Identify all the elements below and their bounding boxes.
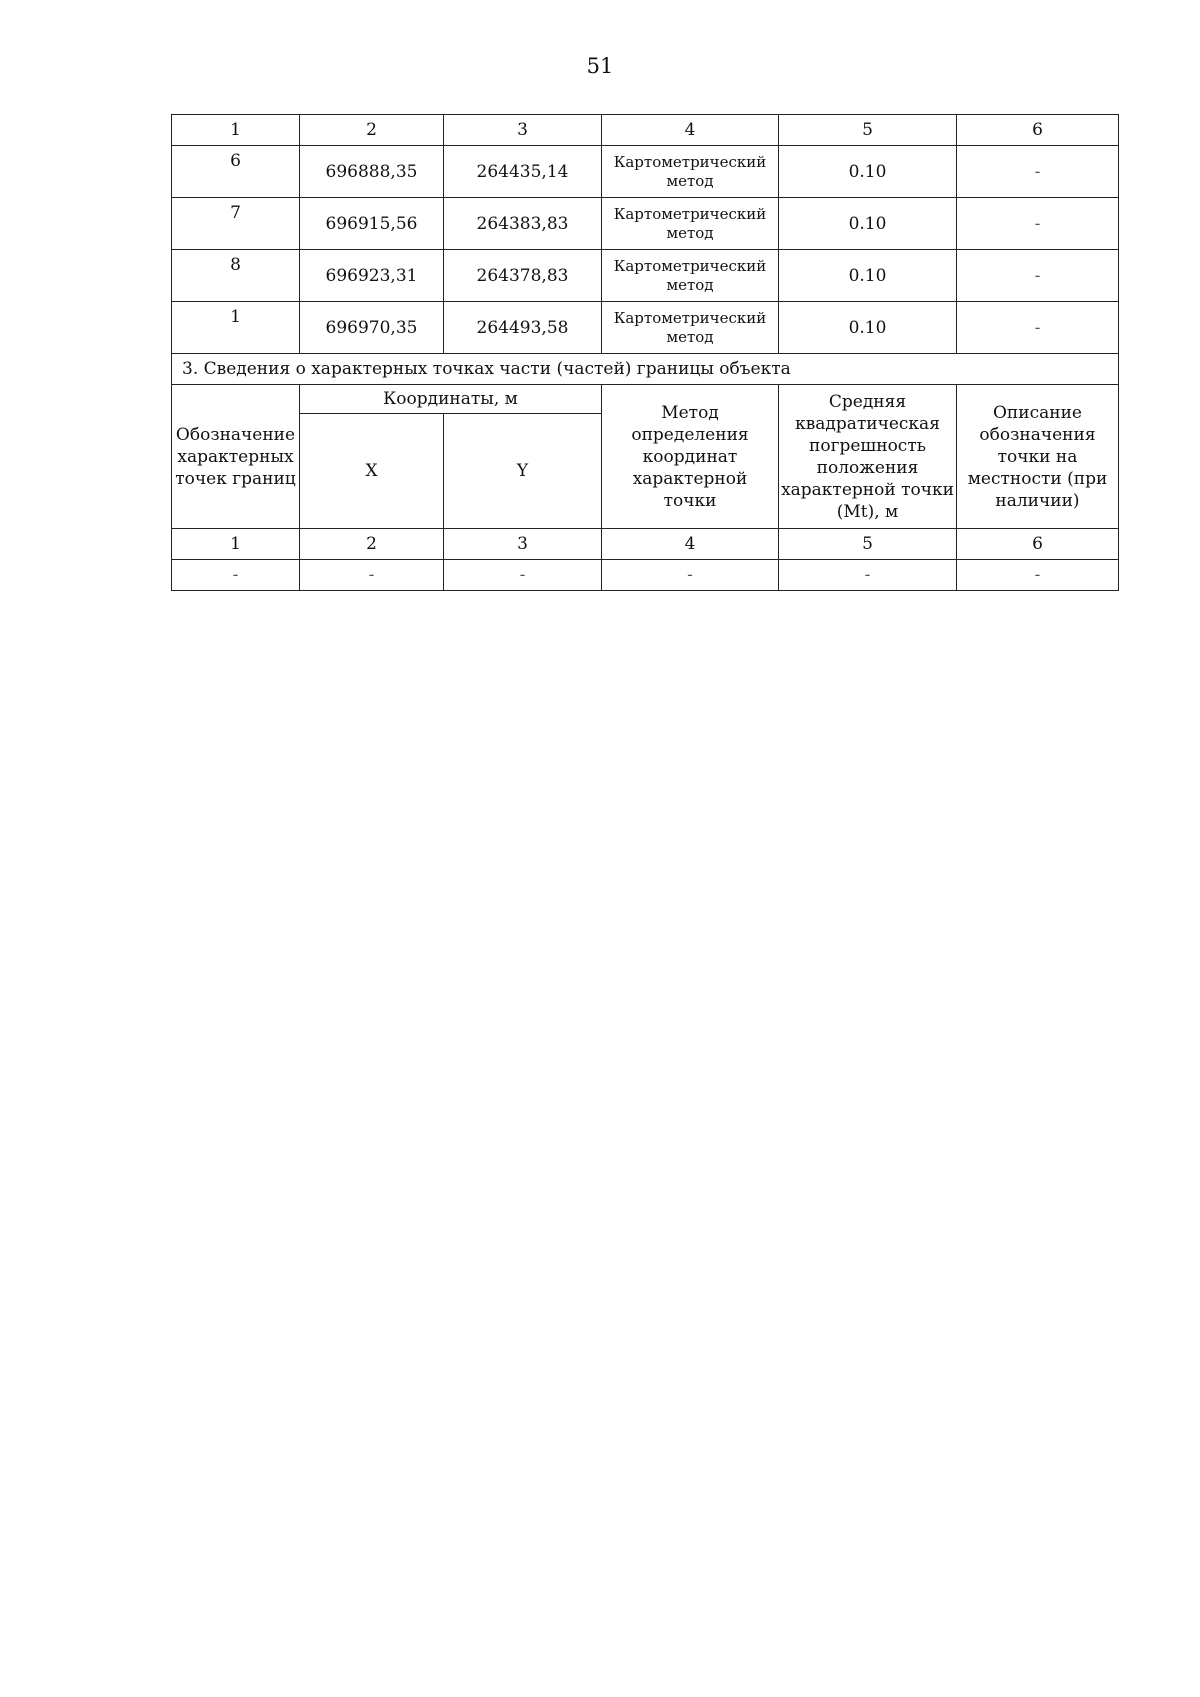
coordinate-x: 696923,31 xyxy=(300,250,444,302)
description-value: - xyxy=(957,146,1119,198)
description-value: - xyxy=(957,198,1119,250)
column-number: 1 xyxy=(172,529,300,560)
column-number: 5 xyxy=(779,529,957,560)
method-line-1: Картометрический xyxy=(613,256,767,275)
table-row xyxy=(172,146,1119,198)
column-number: 5 xyxy=(779,115,957,146)
column-number: 6 xyxy=(957,115,1119,146)
table-row xyxy=(172,250,1119,302)
coordinate-y: 264435,14 xyxy=(444,146,602,198)
method-line-2: метод xyxy=(666,327,714,346)
column-number-row xyxy=(172,115,1119,146)
empty-cell: - xyxy=(957,560,1119,591)
column-number: 4 xyxy=(602,115,779,146)
coordinate-x: 696970,35 xyxy=(300,302,444,354)
header-y: Y xyxy=(444,414,602,529)
column-number: 6 xyxy=(957,529,1119,560)
point-designation: 6 xyxy=(172,146,300,198)
coordinate-y: 264378,83 xyxy=(444,250,602,302)
method-line-1: Картометрический xyxy=(613,152,767,171)
coordinate-y: 264383,83 xyxy=(444,198,602,250)
table-row xyxy=(172,302,1119,354)
header-designation: Обозначение характерных точек границ xyxy=(172,385,300,529)
column-number: 4 xyxy=(602,529,779,560)
method-cell xyxy=(602,146,779,198)
method-line-2: метод xyxy=(666,275,714,294)
header-coordinates: Координаты, м xyxy=(300,385,602,414)
column-number: 1 xyxy=(172,115,300,146)
description-value: - xyxy=(957,250,1119,302)
method-line-1: Картометрический xyxy=(613,204,767,223)
column-number: 2 xyxy=(300,115,444,146)
point-designation: 8 xyxy=(172,250,300,302)
method-cell xyxy=(602,198,779,250)
section-title: 3. Сведения о характерных точках части (частей) границы объекта xyxy=(172,354,1119,385)
page-number: 51 xyxy=(586,54,614,78)
coordinates-table xyxy=(171,114,1119,591)
method-cell xyxy=(602,250,779,302)
header-description: Описание обозначения точки на местности (при наличии) xyxy=(957,385,1119,529)
empty-cell: - xyxy=(779,560,957,591)
coordinate-x: 696915,56 xyxy=(300,198,444,250)
coordinate-y: 264493,58 xyxy=(444,302,602,354)
accuracy-value: 0.10 xyxy=(779,250,957,302)
accuracy-value: 0.10 xyxy=(779,146,957,198)
point-designation: 7 xyxy=(172,198,300,250)
header-method: Метод определения координат характерной точки xyxy=(602,385,779,529)
empty-cell: - xyxy=(444,560,602,591)
column-number: 2 xyxy=(300,529,444,560)
table-row xyxy=(172,560,1119,591)
coordinate-x: 696888,35 xyxy=(300,146,444,198)
method-line-2: метод xyxy=(666,171,714,190)
empty-cell: - xyxy=(602,560,779,591)
section-title-row xyxy=(172,354,1119,385)
empty-cell: - xyxy=(300,560,444,591)
column-number: 3 xyxy=(444,115,602,146)
column-number: 3 xyxy=(444,529,602,560)
method-line-1: Картометрический xyxy=(613,308,767,327)
table-row xyxy=(172,198,1119,250)
accuracy-value: 0.10 xyxy=(779,198,957,250)
point-designation: 1 xyxy=(172,302,300,354)
empty-cell: - xyxy=(172,560,300,591)
method-line-2: метод xyxy=(666,223,714,242)
header-x: X xyxy=(300,414,444,529)
column-number-row xyxy=(172,529,1119,560)
accuracy-value: 0.10 xyxy=(779,302,957,354)
header-accuracy: Средняя квадратическая погрешность положения характерной точки (Mt), м xyxy=(779,385,957,529)
header-row xyxy=(172,385,1119,414)
method-cell xyxy=(602,302,779,354)
description-value: - xyxy=(957,302,1119,354)
